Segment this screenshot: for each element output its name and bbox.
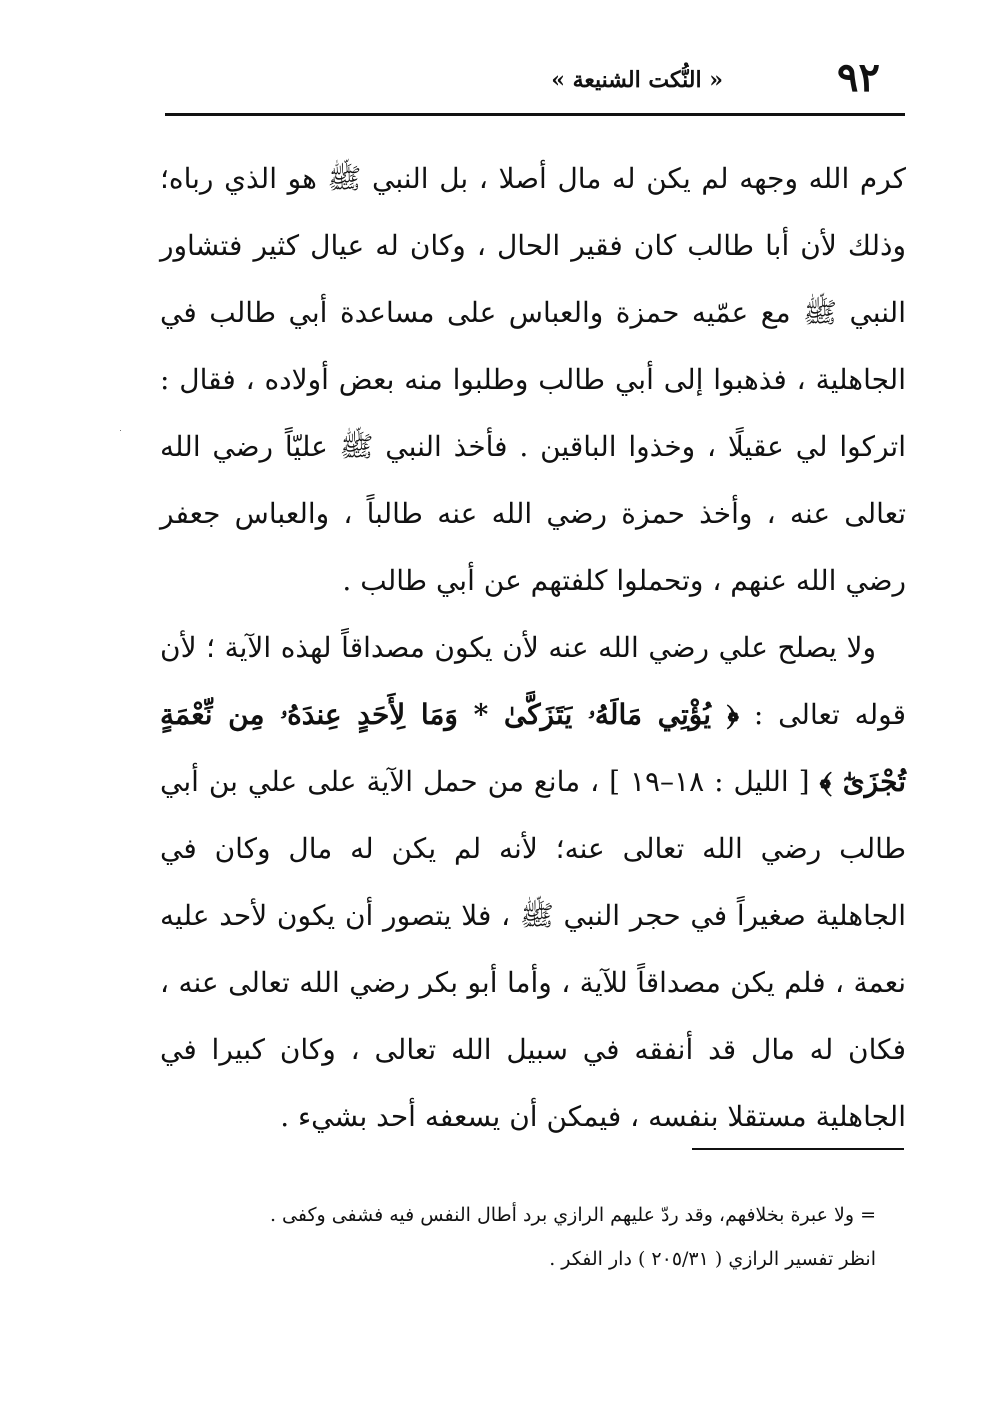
paragraph-1: كرم الله وجهه لم يكن له مال أصلا ، بل النبي ﷺ هو الذي رباه؛ وذلك لأن أبا طالب كان فقير الحال ، وكان له عيال كثير فتشاور النبي ﷺ مع عمّيه حمزة والعباس على مساعدة أبي طالب في الجاهلية ، فذهبوا إلى أبي طالب وطلبوا منه بعض أولاده ، فقال : اتركوا لي عقيلًا ، وخذوا الباقين . فأخذ النبي ﷺ عليّاً رضي الله تعالى عنه ، وأخذ حمزة رضي الله عنه طالباً ، والعباس جعفر رضي الله عنهم ، وتحملوا كلفتهم عن أبي طالب . (160, 162, 906, 597)
paragraph-2 (160, 614, 906, 1150)
paragraph-2-rest: [ الليل : ١٨–١٩ ] ، مانع من حمل الآية على علي بن أبي طالب رضي الله تعالى عنه؛ لأنه لم يكن له مال وكان في الجاهلية صغيراً في حجر النبي ﷺ ، فلا يتصور أن يكون لأحد عليه نعمة ، فلم يكن مصداقاً للآية ، وأما أبو بكر رضي الله تعالى عنه ، فكان له مال قد أنفقه في سبيل الله تعالى ، وكان كبيرا في الجاهلية مستقلا بنفسه ، فيمكن أن يسعفه أحد بشيء . (160, 765, 906, 1133)
footnotes (269, 1193, 876, 1281)
footnote-line-2: انظر تفسير الرازي ( ٢٠٥/٣١ ) دار الفكر . (549, 1248, 876, 1270)
header-rule (165, 113, 905, 116)
page-header (160, 52, 908, 104)
footnote-rule (692, 1148, 904, 1150)
scan-mark (120, 430, 121, 431)
page-number: ٩٢ (837, 54, 880, 101)
running-title: « النُّكت الشنيعة » (551, 67, 723, 93)
main-text (160, 145, 906, 1150)
paragraph-2-intro: ولا يصلح علي رضي الله عنه لأن يكون مصداقاً لهذه الآية ؛ لأن قوله تعالى : (160, 631, 906, 731)
quran-verse: ﴿ يُؤْتِي مَالَهُۥ يَتَزَكَّىٰ * وَمَا لِأَحَدٍ عِندَهُۥ مِن نِّعْمَةٍ تُجْزَىٰٓ ﴾ (160, 698, 906, 798)
footnote-line-1: = ولا عبرة بخلافهم، وقد ردّ عليهم الرازي برد أطال النفس فيه فشفى وكفى . (269, 1204, 876, 1226)
